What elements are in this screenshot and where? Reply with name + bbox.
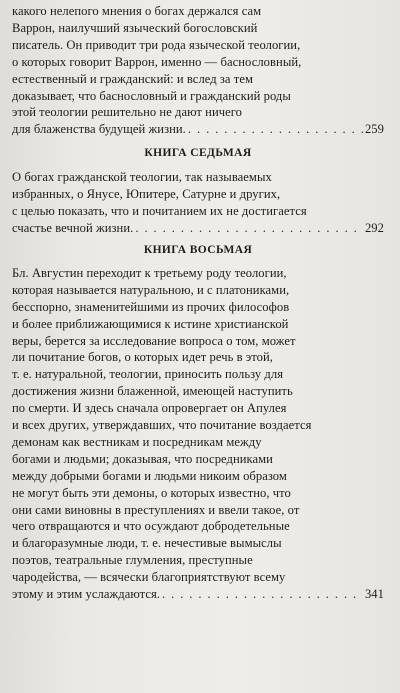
entry-last-line — [12, 586, 384, 603]
entry-last-line — [12, 121, 384, 138]
dot-leader — [162, 586, 363, 603]
entry-line: богами и людьми; доказывая, что посредниками — [12, 451, 273, 466]
entry-line: чего отвращаются и что осуждают добродетельные — [12, 519, 290, 534]
book-7-entry — [12, 169, 384, 237]
entry-line: с целью показать, что и почитанием их не достигается — [12, 204, 307, 219]
page-number: 341 — [364, 587, 384, 602]
entry-line: естественный и гражданский: и вслед за тем — [12, 71, 253, 86]
entry-line: и более приближающимися к истине христианской — [12, 316, 289, 331]
entry-line-text: счастье вечной жизни. — [12, 220, 134, 235]
entry-line: которая называется натуральною, и с платониками, — [12, 282, 290, 297]
entry-line: достижения жизни блаженной, имеющей наступить — [12, 384, 293, 399]
entry-line-text: для блаженства будущей жизни. — [12, 122, 186, 137]
book-7-heading: КНИГА СЕДЬМАЯ — [144, 147, 252, 160]
section-6-entry — [12, 3, 384, 138]
entry-line: и благоразумные люди, т. е. нечестивые вымыслы — [12, 536, 282, 551]
entry-last-line — [12, 220, 384, 237]
entry-line: они сами виновны в преступлениях и ввели такое, от — [12, 502, 300, 517]
entry-line: веры, берется за исследование вопроса о том, может — [12, 333, 296, 348]
book-8-heading: КНИГА ВОСЬМАЯ — [143, 243, 253, 256]
entry-line: между добрыми богами и людьми никоим образом — [12, 468, 287, 483]
entry-line: т. е. натуральной, теологии, приносить пользу для — [12, 367, 284, 382]
entry-line-text: этому и этим услаждаются. — [12, 587, 161, 602]
entry-line: этой теологии решительно не дают ничего — [12, 105, 243, 120]
entry-line: не могут быть эти демоны, о которых известно, что — [12, 485, 291, 500]
dot-leader — [135, 220, 363, 237]
entry-line: Варрон, наилучший языческий богословский — [12, 20, 258, 35]
page-number: 259 — [364, 122, 384, 137]
dot-leader — [188, 121, 363, 138]
page-number: 292 — [364, 220, 384, 235]
entry-line: по смерти. И здесь сначала опровергает он Апулея — [12, 401, 287, 416]
entry-line: демонам как вестникам и посредникам между — [12, 434, 262, 449]
entry-line: какого нелепого мнения о богах держался сам — [12, 4, 262, 18]
entry-line: писатель. Он приводит три рода языческой теологии, — [12, 37, 301, 52]
entry-line: чародейства, — всячески благоприятствуют всему — [12, 570, 286, 585]
entry-line: Бл. Августин переходит к третьему роду теологии, — [12, 265, 287, 280]
entry-line: бесспорно, знаменитейшими из прочих философов — [12, 299, 290, 314]
entry-line: доказывает, что баснословный и гражданский роды — [12, 88, 291, 103]
entry-line: ли почитание богов, о которых идет речь в этой, — [12, 350, 273, 365]
entry-line: о которых говорит Варрон, именно — баснословный, — [12, 54, 302, 69]
entry-line: поэтов, театральные глумления, преступные — [12, 553, 253, 568]
entry-line: избранных, о Янусе, Юпитере, Сатурне и других, — [12, 187, 281, 202]
book-8-entry — [12, 265, 384, 603]
entry-line: О богах гражданской теологии, так называемых — [12, 170, 272, 185]
entry-line: и всех других, утверждавших, что почитание воздается — [12, 418, 312, 433]
